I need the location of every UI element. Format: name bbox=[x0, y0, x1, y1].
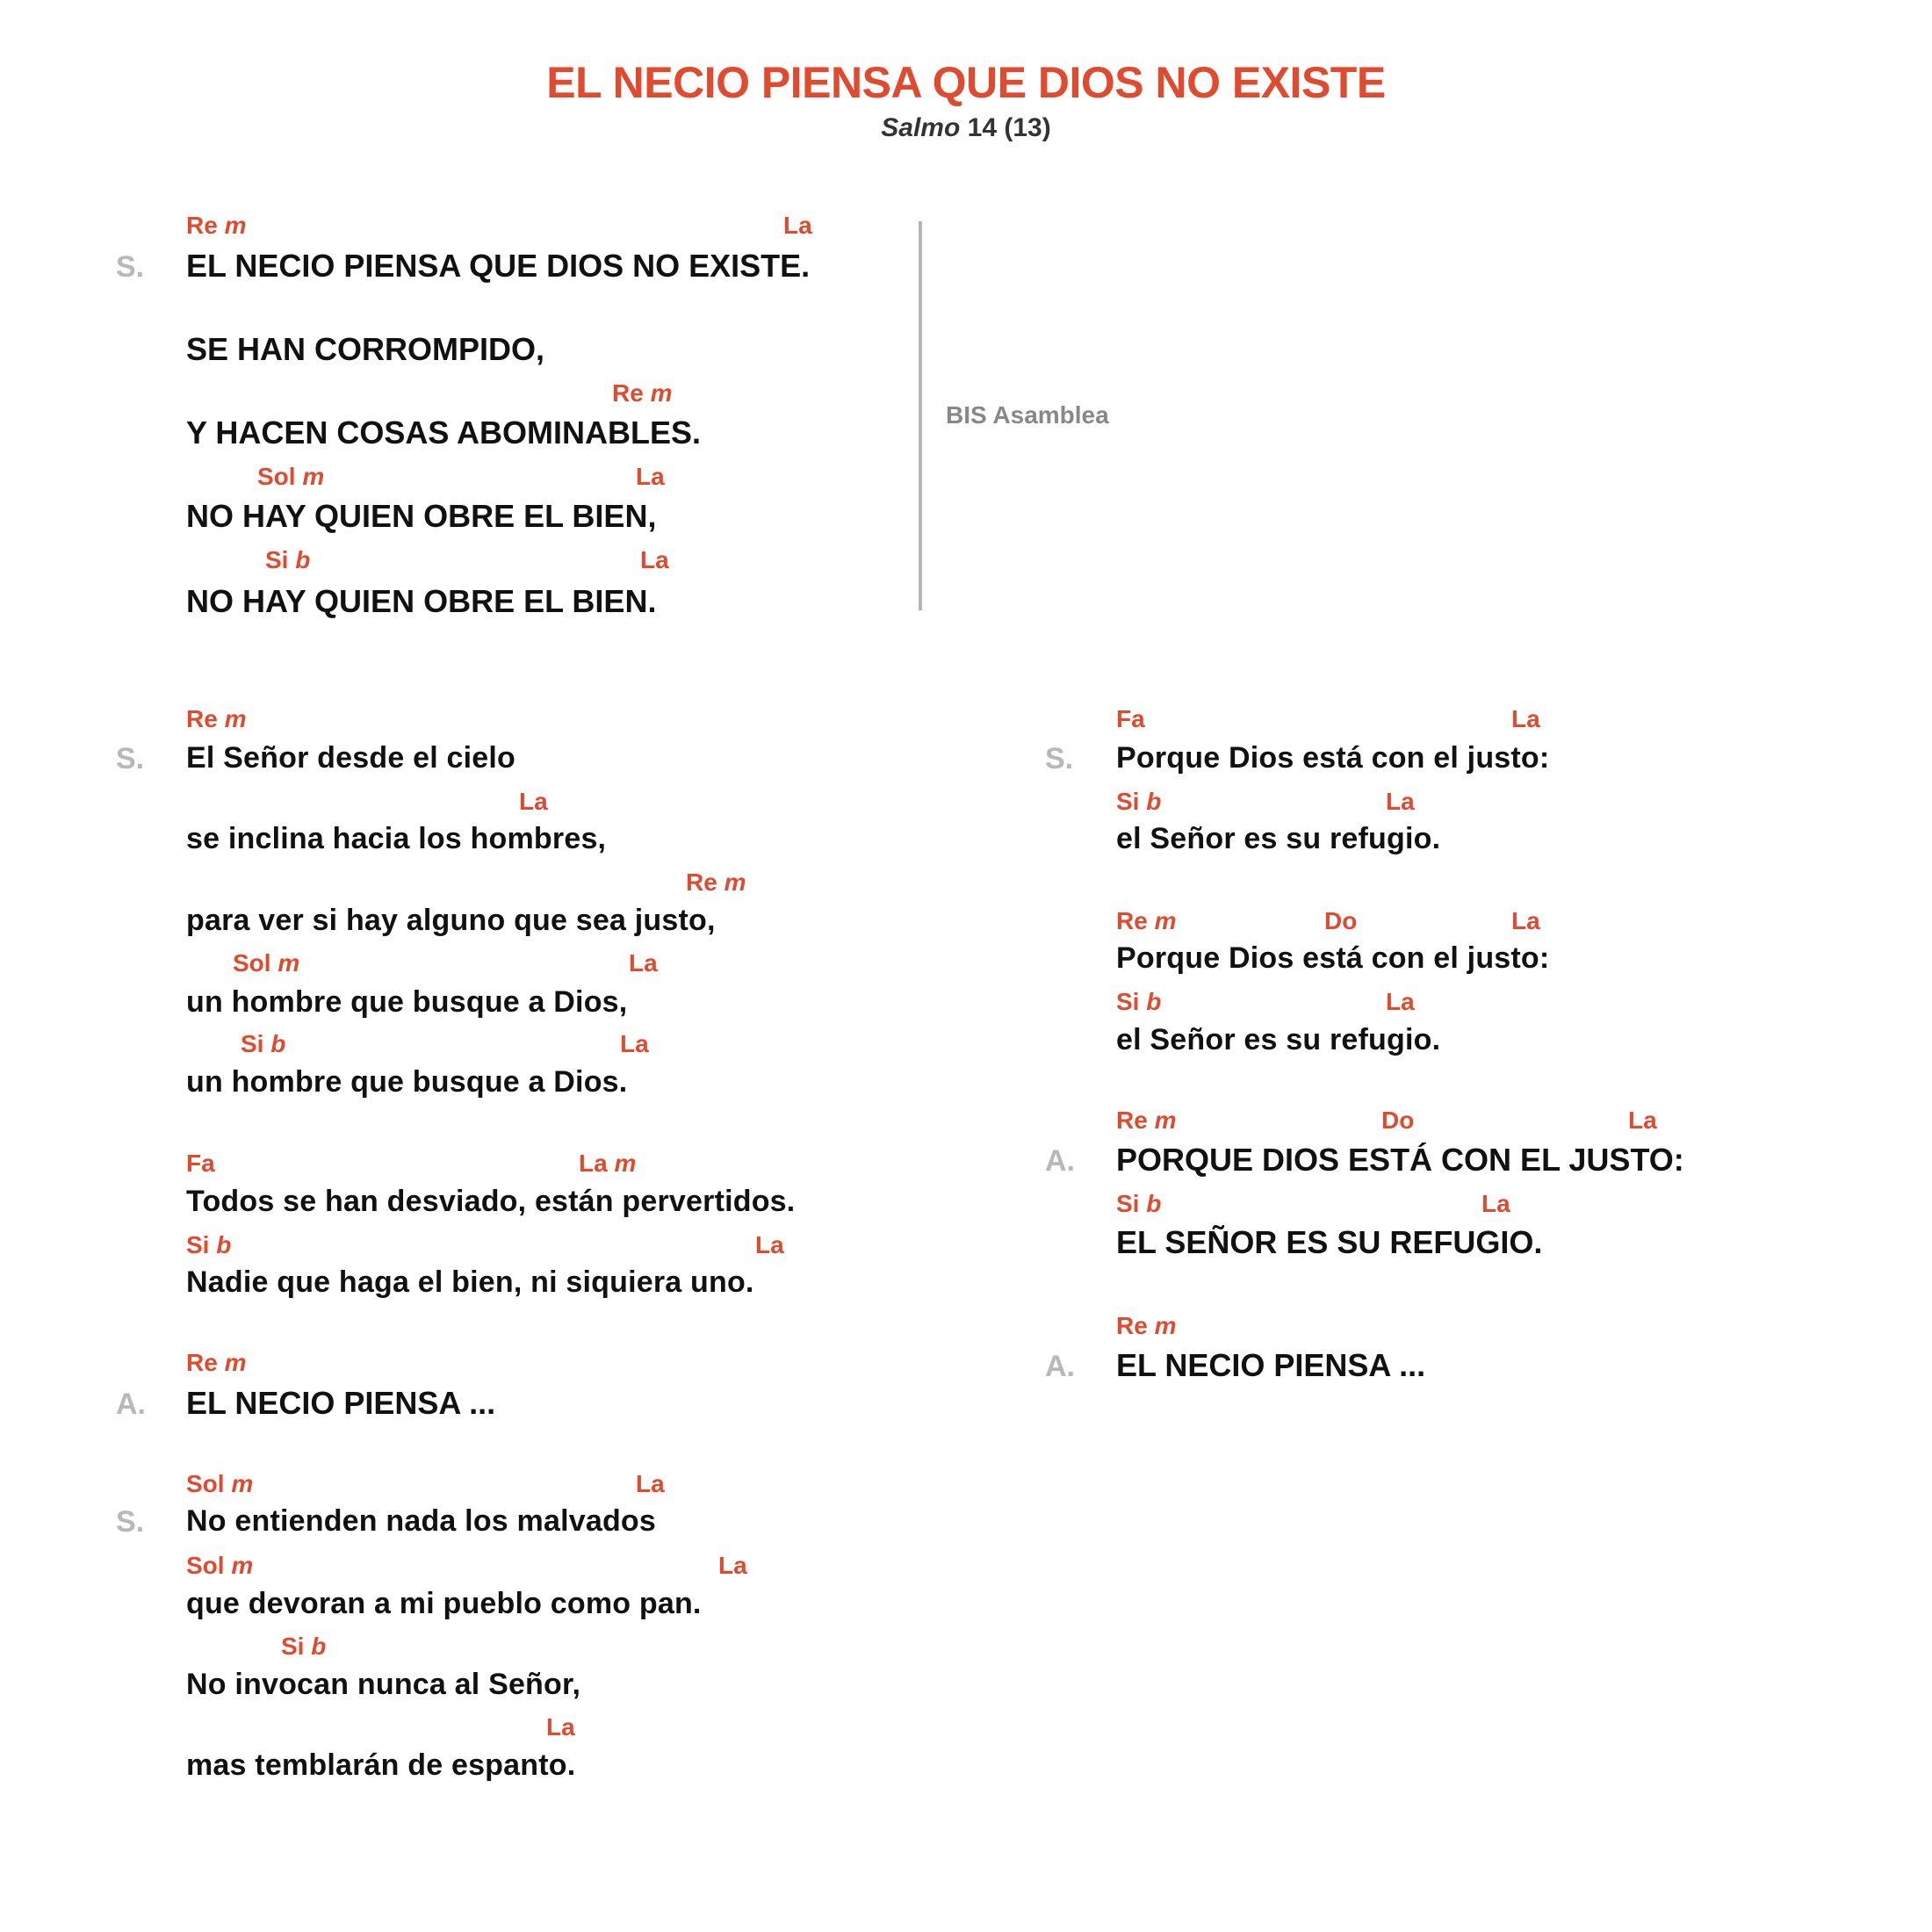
chord: Re m bbox=[1116, 1107, 1177, 1134]
speaker-label: A. bbox=[1045, 1350, 1075, 1383]
verse-line: un hombre que busque a Dios. bbox=[186, 1065, 628, 1099]
verse-line: el Señor es su refugio. bbox=[1116, 1023, 1441, 1056]
chord: Si b bbox=[1116, 1190, 1162, 1217]
chord: La bbox=[620, 1030, 649, 1057]
verse-line: mas temblarán de espanto. bbox=[186, 1748, 576, 1782]
chord: La bbox=[755, 1231, 784, 1258]
verse-line: Todos se han desviado, están pervertidos. bbox=[186, 1185, 796, 1218]
verse-line: Nadie que haga el bien, ni siquiera uno. bbox=[186, 1265, 754, 1299]
chord: La bbox=[1511, 705, 1540, 732]
speaker-label: S. bbox=[116, 250, 145, 284]
bis-divider bbox=[919, 221, 922, 610]
chord: La bbox=[636, 463, 665, 490]
chord: Re m bbox=[686, 869, 746, 896]
bis-note: BIS Asamblea bbox=[946, 401, 1109, 429]
psalm-number: 14 (13) bbox=[960, 113, 1051, 142]
chord: La bbox=[783, 212, 812, 239]
chord: Sol m bbox=[233, 949, 300, 977]
chord: Fa bbox=[186, 1150, 215, 1177]
psalm-reference bbox=[0, 113, 1932, 143]
speaker-label: A. bbox=[1045, 1144, 1075, 1178]
chord: Si b bbox=[186, 1231, 232, 1258]
chord: Si b bbox=[1116, 788, 1162, 815]
chord: Si b bbox=[241, 1030, 286, 1057]
refrain-line: SE HAN CORROMPIDO, bbox=[186, 331, 545, 367]
chord: Do bbox=[1381, 1107, 1415, 1134]
chord: La m bbox=[579, 1150, 637, 1177]
chord: Re m bbox=[186, 212, 247, 239]
speaker-label: A. bbox=[116, 1388, 146, 1421]
chord: Re m bbox=[186, 1349, 247, 1376]
chord: La bbox=[636, 1470, 665, 1497]
verse-line: un hombre que busque a Dios, bbox=[186, 985, 628, 1019]
verse-line: el Señor es su refugio. bbox=[1116, 822, 1441, 855]
chord: La bbox=[640, 546, 669, 573]
song-title: EL NECIO PIENSA QUE DIOS NO EXISTE bbox=[546, 58, 1386, 107]
verse-line: No invocan nunca al Señor, bbox=[186, 1668, 581, 1701]
refrain-reprise: EL NECIO PIENSA ... bbox=[186, 1385, 496, 1421]
verse-line: que devoran a mi pueblo como pan. bbox=[186, 1587, 702, 1620]
verse-line: para ver si hay alguno que sea justo, bbox=[186, 904, 716, 937]
chord: Do bbox=[1324, 907, 1358, 934]
refrain-line: Y HACEN COSAS ABOMINABLES. bbox=[186, 415, 702, 451]
chord: Sol m bbox=[257, 463, 325, 490]
speaker-label: S. bbox=[116, 1505, 145, 1539]
chord: La bbox=[1386, 988, 1415, 1015]
chord: Si b bbox=[1116, 988, 1162, 1015]
chord: La bbox=[629, 949, 658, 977]
speaker-label: S. bbox=[116, 742, 145, 775]
refrain-reprise: EL NECIO PIENSA ... bbox=[1116, 1347, 1426, 1383]
verse-line: El Señor desde el cielo bbox=[186, 741, 515, 775]
chord: Si b bbox=[281, 1633, 327, 1660]
refrain-line: NO HAY QUIEN OBRE EL BIEN. bbox=[186, 583, 657, 619]
chord: La bbox=[519, 788, 548, 815]
speaker-label: S. bbox=[1045, 742, 1074, 775]
psalm-word: Salmo bbox=[881, 113, 961, 142]
chord: Re m bbox=[612, 379, 673, 407]
refrain-line: EL NECIO PIENSA QUE DIOS NO EXISTE. bbox=[186, 248, 811, 284]
chord: Re m bbox=[1116, 1312, 1177, 1339]
chord: La bbox=[546, 1713, 575, 1741]
chord: Fa bbox=[1116, 705, 1145, 732]
verse-line: Porque Dios está con el justo: bbox=[1116, 741, 1550, 775]
chord: Sol m bbox=[186, 1552, 254, 1579]
verse-line: se inclina hacia los hombres, bbox=[186, 822, 607, 855]
chord: La bbox=[1386, 788, 1415, 815]
chord: La bbox=[1511, 907, 1540, 934]
chord: La bbox=[718, 1552, 747, 1579]
chord: Sol m bbox=[186, 1470, 254, 1497]
verse-line: Porque Dios está con el justo: bbox=[1116, 941, 1550, 975]
refrain-line: NO HAY QUIEN OBRE EL BIEN, bbox=[186, 498, 657, 534]
chord: Si b bbox=[265, 546, 311, 573]
verse-line: No entienden nada los malvados bbox=[186, 1504, 657, 1538]
refrain-line: PORQUE DIOS ESTÁ CON EL JUSTO: bbox=[1116, 1142, 1684, 1178]
chord: Re m bbox=[186, 705, 247, 732]
chord: La bbox=[1628, 1107, 1657, 1134]
chord: Re m bbox=[1116, 907, 1177, 934]
chord: La bbox=[1481, 1190, 1510, 1217]
refrain-line: EL SEÑOR ES SU REFUGIO. bbox=[1116, 1224, 1543, 1260]
